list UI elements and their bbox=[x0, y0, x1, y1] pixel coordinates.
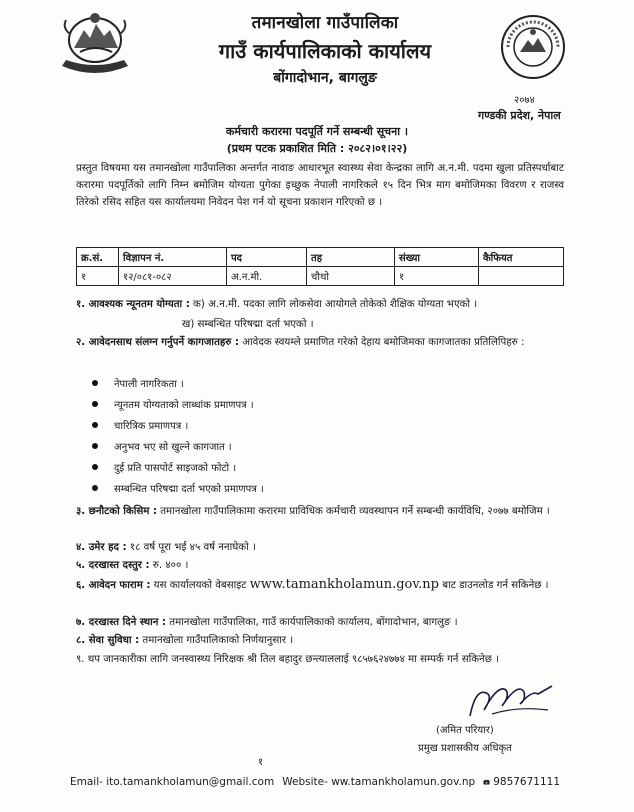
cell-count: १ bbox=[395, 267, 479, 286]
list-item bbox=[92, 435, 264, 456]
footer-email[interactable]: Email- ito.tamankholamun@gmail.com bbox=[70, 776, 275, 788]
cell-sn: १ bbox=[77, 267, 119, 286]
documents-section bbox=[76, 334, 566, 352]
contact-text: ९. थप जानकारीका लागि जनस्वास्थ्य निरिक्षक श्री तिल बहादुर छन्त्याललाई ९८५७६२४७७४ मा सम्पर्क गर्न सकिनेछ । bbox=[76, 654, 499, 665]
website-link[interactable]: www.tamankholamun.gov.np bbox=[249, 577, 439, 592]
list-item-text: नेपाली नागरिकता । bbox=[114, 378, 184, 390]
age-section bbox=[76, 539, 566, 557]
bullet-icon bbox=[92, 422, 98, 428]
municipality-seal-icon bbox=[500, 14, 566, 80]
col-post: पद bbox=[227, 248, 307, 267]
documents-list bbox=[92, 372, 264, 498]
facility-label: ८. सेवा सुविधा : bbox=[76, 635, 140, 646]
place-label: ७. दरखास्त दिने स्थान : bbox=[76, 617, 167, 628]
list-item-text: न्यूनतम योग्यताको लाब्धांक प्रमाणपत्र । bbox=[114, 399, 254, 411]
municipality-name: तमानखोला गाउँपालिका bbox=[251, 13, 399, 33]
qualification-a: क) अ.न.मी. पदका लागि लोकसेवा आयोगले तोकेको शैक्षिक योग्यता भएको । bbox=[193, 299, 478, 310]
bullet-icon bbox=[92, 464, 98, 470]
list-item bbox=[92, 393, 264, 414]
documents-label: २. आवेदनसाथ संलग्न गर्नुपर्ने कागजातहरु : bbox=[76, 337, 239, 348]
table-header-row bbox=[77, 248, 564, 267]
age-text: १८ वर्ष पूरा भई ४५ वर्ष ननाघेको । bbox=[129, 542, 256, 553]
nepal-emblem-icon bbox=[56, 8, 134, 74]
facility-section bbox=[76, 632, 566, 650]
form-pre: यस कार्यालयको वेबसाइट bbox=[153, 580, 247, 591]
qualification-label: १. आवश्यक न्यूनतम योग्यता : bbox=[76, 299, 190, 310]
footer bbox=[70, 776, 560, 788]
selection-section bbox=[76, 503, 566, 521]
place-section bbox=[76, 614, 566, 632]
qualification-section bbox=[76, 296, 566, 314]
col-remarks: कैफियत bbox=[479, 248, 564, 267]
bullet-icon bbox=[92, 401, 98, 407]
notice-title: कर्मचारी करारमा पदपूर्ति गर्ने सम्बन्धी सूचना । bbox=[225, 125, 409, 138]
list-item bbox=[92, 372, 264, 393]
qualification-b-line bbox=[76, 316, 566, 334]
list-item-text: दुई प्रति पासपोर्ट साइजको फोटो । bbox=[114, 462, 237, 474]
notice-intro: प्रस्तुत विषयमा यस तमानखोला गाउँपालिका अन्तर्गत नावाङ आधारभूत स्वास्थ्य सेवा केन्द्रका लागि अ.न.मी. पदमा खुला प्रतिस्पर्धाबाट करारमा पदपूर्तिको लागि निम्न बमोजिम योग्यता पुगेका इच्छुक नेपाली नागरिकले १५ दिन भित्र माग बमोजिमका विवरण र राजस्व तिरेको रसिद सहित यस कार्यालयमा निवेदन पेश गर्न यो सूचना प्रकाशन गरिएको छ । bbox=[76, 163, 564, 208]
province-name: गण्डकी प्रदेश, नेपाल bbox=[478, 109, 561, 122]
bullet-icon bbox=[92, 443, 98, 449]
phone-icon bbox=[483, 777, 490, 787]
place-text: तमानखोला गाउँपालिका, गाउँ कार्यपालिकाको कार्यालय, बोंगादोभान, बागलुङ । bbox=[169, 617, 458, 628]
selection-label: ३. छनौटको किसिम : bbox=[76, 506, 157, 517]
list-item bbox=[92, 477, 264, 498]
letterhead bbox=[140, 10, 510, 87]
list-item bbox=[92, 456, 264, 477]
footer-mark: १ bbox=[258, 757, 264, 768]
footer-phone[interactable]: 9857671111 bbox=[493, 776, 561, 788]
form-section bbox=[76, 576, 566, 595]
documents-text: आवेदक स्वयम्ले प्रमाणित गरेको देहाय बमोजिमका कागजातका प्रतिलिपिहरु : bbox=[242, 337, 525, 348]
list-item-text: सम्बन्धित परिषद्मा दर्ता भएको प्रमाणपत्र । bbox=[114, 483, 264, 495]
list-item-text: अनुभव भए सो खुल्ने कागजात । bbox=[114, 441, 232, 453]
vacancy-table bbox=[76, 247, 564, 286]
notice-date: (प्रथम पटक प्रकाशित मिति : २०८२।०१।२२) bbox=[226, 142, 408, 155]
seal-year: २०७४ bbox=[514, 95, 535, 106]
list-item bbox=[92, 414, 264, 435]
office-location: बोंगादोभान, बागलुङ bbox=[273, 70, 377, 86]
cell-post: अ.न.मी. bbox=[227, 267, 307, 286]
age-label: ४. उमेर हद : bbox=[76, 542, 127, 553]
signature-icon bbox=[462, 676, 558, 724]
form-label: ६. आवेदन फाराम : bbox=[76, 580, 151, 591]
facility-text: तमानखोला गाउँपालिकाको निर्णयानुसार । bbox=[142, 635, 294, 646]
fee-text: रु. ४०० । bbox=[152, 560, 189, 571]
col-level: तह bbox=[307, 248, 395, 267]
cell-level: चौथो bbox=[307, 267, 395, 286]
table-row bbox=[77, 267, 564, 286]
list-item-text: चारित्रिक प्रमाणपत्र । bbox=[114, 420, 189, 432]
office-name: गाउँ कार्यपालिकाको कार्यालय bbox=[218, 39, 432, 63]
fee-section bbox=[76, 557, 566, 575]
contact-section bbox=[76, 651, 566, 669]
bullet-icon bbox=[92, 380, 98, 386]
col-adv-no: विज्ञापन नं. bbox=[119, 248, 227, 267]
cell-adv-no: १२/०८१-०८२ bbox=[119, 267, 227, 286]
selection-text: तमानखोला गाउँपालिकामा करारमा प्राविधिक कर्मचारी व्यवस्थापन गर्ने सम्बन्धी कार्यविधि, २०७७ बमोजिम । bbox=[160, 506, 550, 517]
fee-label: ५. दरखास्त दस्तुर : bbox=[76, 560, 150, 571]
col-count: संख्या bbox=[395, 248, 479, 267]
col-sn: क्र.सं. bbox=[77, 248, 119, 267]
cell-remarks bbox=[479, 267, 564, 286]
qualification-b: ख) सम्बन्धित परिषद्मा दर्ता भएको । bbox=[182, 319, 314, 330]
signatory-name: (अमित परियार) bbox=[436, 725, 494, 736]
signatory-role: प्रमुख प्रशासकीय अधिकृत bbox=[418, 743, 512, 754]
form-post: बाट डाउनलोड गर्न सकिनेछ । bbox=[442, 580, 549, 591]
bullet-icon bbox=[92, 485, 98, 491]
footer-website[interactable]: Website- ww.tamankholamun.gov.np bbox=[282, 776, 476, 788]
